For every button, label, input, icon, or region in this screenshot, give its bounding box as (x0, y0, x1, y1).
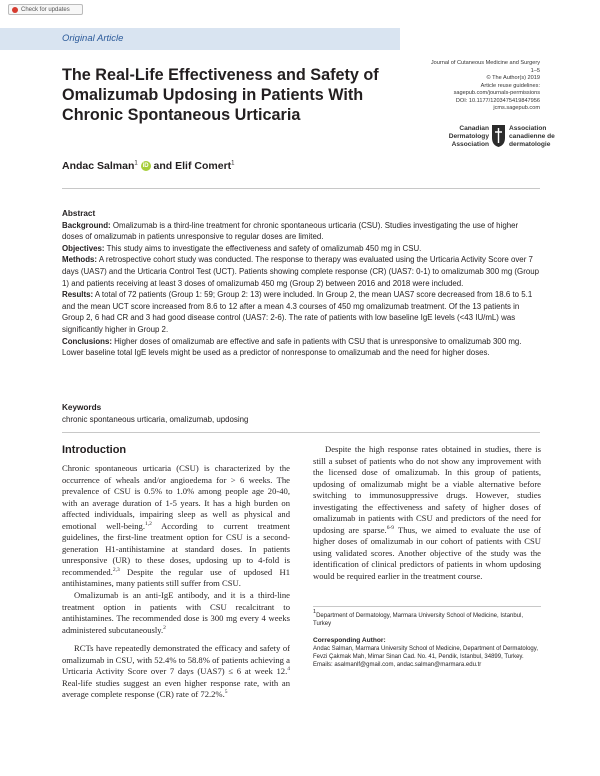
section-label: Background: (62, 220, 111, 230)
text: Real-life studies suggest an even higher response rate, with an average complete response (CR) rate of 72.2%. (62, 677, 290, 700)
article-title: The Real-Life Effectiveness and Safety of Omalizumab Updosing in Patients With Chronic Spontaneous Urticaria (62, 66, 379, 124)
citation[interactable]: 5 (224, 689, 228, 696)
paragraph (62, 643, 290, 701)
journal-name: Journal of Cutaneous Medicine and Surgery (430, 60, 540, 66)
check-updates-badge[interactable] (8, 4, 83, 15)
paragraph (62, 590, 290, 636)
section-label: Methods: (62, 255, 98, 265)
journal-info (380, 60, 540, 113)
section-text: Omalizumab is a third-line treatment for chronic spontaneous urticaria (CSU). Studies investigating the use of higher doses of omalizumab in patients unresponsive to regular doses are limited. (62, 220, 519, 242)
logo-line: Canadian (459, 125, 489, 132)
divider (62, 188, 540, 189)
author-name[interactable]: Andac Salman (62, 160, 135, 172)
keywords (62, 402, 540, 425)
affiliation (313, 609, 541, 628)
doi[interactable]: DOI: 10.1177/1203475419847956 (455, 97, 540, 104)
article-type-banner (0, 28, 400, 50)
corresponding-emails[interactable]: Emails: asalmanlf@gmail.com, andac.salman@marmara.edu.tr (313, 662, 482, 669)
copyright: © The Author(s) 2019 (486, 75, 540, 81)
author-conjunction: and (153, 160, 173, 172)
text: Despite the high response rates obtained in studies, there is still a subset of patients who do not show any improvement with the licensed dose of omalizumab. In this group of patients, updosing of omalizumab might be a viable alternative before switching to immunosuppressive drugs. However, studies investigating the effectiveness and safety of higher doses of omalizumab in patients with CSU and predictors of the need for updosing are sparse. (313, 444, 541, 535)
section-text: A total of 72 patients (Group 1: 59; Group 2: 13) were included. In Group 2, the mean UAS7 score decreased from 18.6 to 5.1 and the mean UCT score increased from 8.6 to 12 after a mean 4.3 courses of 450 mg omalizumab treatment. Of the 13 patients in Group 2, 6 had CR and 3 had good disease control (UAS7: 2-6). The rate of patients with low baseline IgE levels (<43 IU/mL) was significantly higher in Group 2. (62, 290, 533, 334)
section-text: This study aims to investigate the effectiveness and safety of omalizumab 450 mg in CSU. (104, 243, 422, 253)
keywords-text: chronic spontaneous urticaria, omalizumab, updosing (62, 414, 249, 424)
logo-line: Association (451, 141, 489, 148)
logo-line: dermatologie (509, 141, 551, 148)
text: Omalizumab is an anti-IgE antibody, and it is a third-line treatment option in patients with CSU recalcitrant to antihistamines. The recommended dose is 300 mg every 4 weeks administered subcutaneously. (62, 590, 290, 635)
affiliation-marker: 1 (231, 160, 235, 167)
reuse-guidelines: Article reuse guidelines: (480, 82, 540, 89)
section-label: Conclusions: (62, 336, 112, 346)
text: RCTs have repeatedly demonstrated the efficacy and safety of omalizumab in CSU, with 52.4% to 58.8% of patients achieving a Urticaria Activity Score over 7 days (UAS7) ≤ 6 at week 12. (62, 643, 290, 677)
article-type-label: Original Article (62, 33, 124, 44)
section-label: Objectives: (62, 243, 105, 253)
page-range: 1–5 (530, 67, 540, 74)
affiliation-marker: 1 (313, 609, 317, 615)
abstract-methods (62, 254, 540, 289)
logo-line: canadienne de (509, 133, 555, 140)
abstract (62, 208, 540, 359)
citation[interactable]: 1,2 (144, 520, 152, 527)
divider (62, 432, 540, 433)
cda-logo-text-fr (509, 125, 569, 149)
citation[interactable]: 4 (287, 666, 290, 673)
text: Chronic spontaneous urticaria (CSU) is characterized by the occurrence of wheals and/or angioedema for > 6 weeks. The prevalence of CSU is 0.5% to 1.0% among people age 20-40, with an average duration of 1-5 years. It has a high burden on affected individuals, impairing sleep as well as physical and emotional well-being. (62, 463, 290, 531)
citation[interactable]: 6-9 (386, 524, 395, 531)
logo-line: Dermatology (448, 133, 489, 140)
update-icon (12, 7, 18, 13)
footnote-divider (313, 606, 541, 607)
paragraph (313, 444, 541, 583)
abstract-background (62, 220, 540, 243)
abstract-conclusions (62, 336, 540, 359)
section-text: A retrospective cohort study was conducted. The response to therapy was evaluated using the Urticaria Activity Score over 7 days (UAS7) and the Urticaria Control Test (UCT). Patients showing complete response (CR) (UAS7: 0-1) to omalizumab 300 mg (Group 1) and patients receiving at least 3 doses of omalizumab 450 mg (Group 2) between 2016 and 2018 were included. (62, 255, 539, 288)
keywords-heading: Keywords (62, 403, 102, 412)
text: Thus, we aimed to evaluate the use of higher doses of omalizumab in our cohort of patients with CSU using validated scores. Another objective of the study was the identification of clinical predictors of patients in whom updosing would be required earlier in the treatment course. (313, 524, 541, 582)
corresponding-heading: Corresponding Author: (313, 637, 386, 645)
citation[interactable]: 2 (163, 624, 166, 631)
corresponding-address: Andac Salman, Marmara University School of Medicine, Department of Dermatology, Fevzi Çakmak Mah, Mimar Sinan Cad. No. 41, Pendik, Istanbul, 34899, Turkey. (313, 646, 538, 661)
affiliation-text: Department of Dermatology, Marmara University School of Medicine, Istanbul, Turkey (313, 613, 524, 628)
section-label: Results: (62, 290, 94, 300)
paragraph (62, 463, 290, 590)
journal-url[interactable]: jcms.sagepub.com (493, 105, 540, 111)
abstract-objectives (62, 243, 540, 255)
author-list (62, 160, 235, 172)
affiliation-marker: 1 (134, 160, 138, 167)
author-name[interactable]: Elif Comert (175, 160, 232, 172)
abstract-heading: Abstract (62, 209, 96, 218)
body-column-right (313, 444, 541, 583)
cda-logo-text-en (432, 125, 489, 149)
permissions-link[interactable]: sagepub.com/journals-permissions (453, 90, 540, 96)
abstract-results (62, 289, 540, 335)
text: According to current treatment guidelines, the first-line treatment option for CSU is a second-generation H1-antihistamine at standard doses. In patients unresponsive (UR) to these doses, updosing up to 4-fold is recommended. (62, 520, 290, 577)
logo-line: Association (509, 125, 547, 132)
check-updates-label: Check for updates (21, 7, 70, 13)
text: Despite the regular use of updosed H1 antihistamines, many patients still suffer from CSU. (62, 566, 290, 589)
section-text: Higher doses of omalizumab are effective and safe in patients with CSU that is unresponsive to omalizumab 300 mg. Lower baseline total IgE levels might be used as a predictor of nonresponse to omalizumab and the need for higher doses. (62, 336, 522, 358)
footnotes (313, 609, 541, 670)
body-column-left (62, 463, 290, 701)
cda-shield-icon (491, 124, 506, 148)
introduction-heading: Introduction (62, 444, 127, 456)
orcid-icon[interactable]: iD (142, 163, 149, 169)
citation[interactable]: 2,3 (112, 566, 120, 573)
